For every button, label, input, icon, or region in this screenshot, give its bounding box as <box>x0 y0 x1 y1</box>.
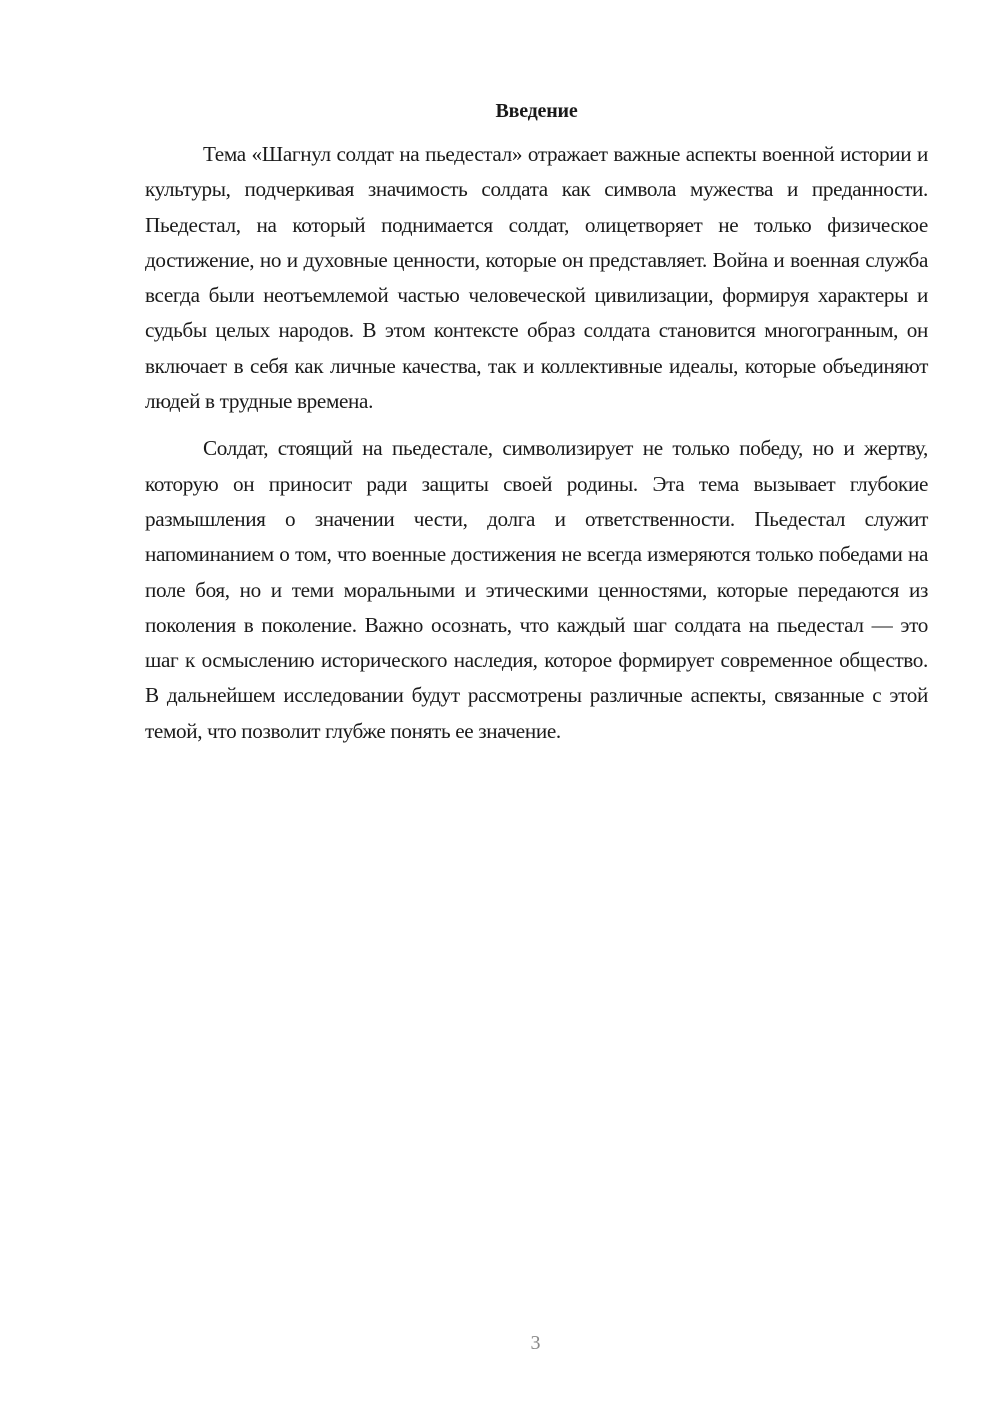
paragraph-2: Солдат, стоящий на пьедестале, символизирует не только победу, но и жертву, которую он приносит ради защиты своей родины. Эта тема вызывает глубокие размышления о значении чести, долга и ответственности. Пьедестал служит напоминанием о том, что военные достижения не всегда измеряются только победами на поле боя, но и теми моральными и этическими ценностями, которые передаются из поколения в поколение. Важно осознать, что каждый шаг солдата на пьедестал — это шаг к осмыслению исторического наследия, которое формирует современное общество. В дальнейшем исследовании будут рассмотрены различные аспекты, связанные с этой темой, что позволит глубже понять ее значение. <box>145 436 928 743</box>
page-number: 3 <box>530 1332 541 1354</box>
paragraph-1: Тема «Шагнул солдат на пьедестал» отражает важные аспекты военной истории и культуры, подчеркивая значимость солдата как символа мужества и преданности. Пьедестал, на который поднимается солдат, олицетворяет не только физическое достижение, но и духовные ценности, которые он представляет. Война и военная служба всегда были неотъемлемой частью человеческой цивилизации, формируя характеры и судьбы целых народов. В этом контексте образ солдата становится многогранным, он включает в себя как личные качества, так и коллективные идеалы, которые объединяют людей в трудные времена. <box>145 142 928 414</box>
page-content <box>145 94 928 749</box>
section-heading: Введение <box>495 100 578 122</box>
